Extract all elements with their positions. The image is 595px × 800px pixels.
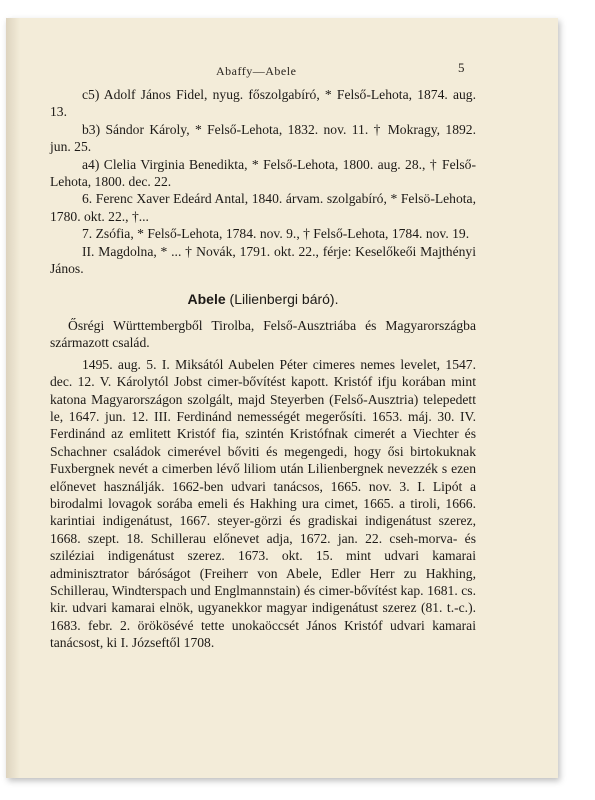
page-number: 5 <box>458 60 465 75</box>
family-name: Abele <box>187 291 226 308</box>
genealogy-entry: b3) Sándor Károly, * Felső-Lehota, 1832. nov. 11. † Mokragy, 1892. jun. 25. <box>50 121 476 155</box>
family-subtitle: (Lilienbergi báró). <box>229 291 339 308</box>
section-heading <box>50 291 476 308</box>
genealogy-entry: a4) Clelia Virginia Benedikta, * Felső-Lehota, 1800. aug. 28., † Felső-Lehota, 1800. dec. 22. <box>50 156 476 190</box>
body-paragraph: Ősrégi Württembergből Tirolba, Felső-Ausztriába és Magyarországba származott család. <box>50 317 476 351</box>
genealogy-entry: 7. Zsófia, * Felső-Lehota, 1784. nov. 9., † Felső-Lehota, 1784. nov. 19. <box>82 226 470 242</box>
page-text <box>50 86 476 652</box>
genealogy-entry: c5) Adolf János Fidel, nyug. főszolgabíró, * Felső-Lehota, 1874. aug. 13. <box>50 87 476 120</box>
book-page <box>6 18 558 778</box>
genealogy-entry: 6. Ferenc Xaver Edeárd Antal, 1840. árvam. szolgabíró, * Felsö-Lehota, 1780. okt. 22., †... <box>50 191 476 224</box>
running-title: Abaffy—Abele <box>216 64 297 78</box>
body-paragraph: 1495. aug. 5. I. Miksától Aubelen Péter cimeres nemes levelet, 1547. dec. 12. V. Károlytól Jobst cimer-bővítést kapott. Kristóf ifju korában mint katona Magyarországon szolgált, majd Steyerben (Felső-Ausztria) telepedett le, 1647. jun. 12. III. Ferdinánd nemességét megerősíti. 1653. máj. 30. IV. Ferdinánd az emlitett Kristóf fia, szintén Kristófnak cimerét a Viechter és Schachner családok cimerével bőviti és megengedi, hogy ősi birtokuknak Fuxbergnek nevét a cimerben lévő liliom után Lilienbergnek nevezzék s ezen előnevet használják. 1662-ben udvari tanácsos, 1665. nov. 3. I. Lipót a birodalmi lovagok sorába emeli és Hakhing ura cimet, 1665. a tiroli, 1666. karintiai indigenátust, 1667. steyer-görzi és gradiskai indigenátust szerez, 1668. szept. 18. Schillerau előnevet adja, 1672. jan. 22. cseh-morva- és sziléziai indigenátust szerez. 1673. okt. 15. mint udvari kamarai adminisztrator báróságot (Freiherr von Abele, Edler Herr zu Hakhing, Schillerau, Windterspach und Englmannstain) és cimer-bővítést kap. 1681. cs. kir. udvari kamarai elnök, ugyanekkor magyar indigenátust szerez (81. t.-c.). 1683. febr. 2. örökösévé tette unokaöccsét János Kristóf udvari kamarai tanácsost, ki I. Józseftől 1708. <box>50 356 476 651</box>
genealogy-entry: II. Magdolna, * ... † Novák, 1791. okt. 22., férje: Keselőkeői Majthényi János. <box>50 243 476 277</box>
